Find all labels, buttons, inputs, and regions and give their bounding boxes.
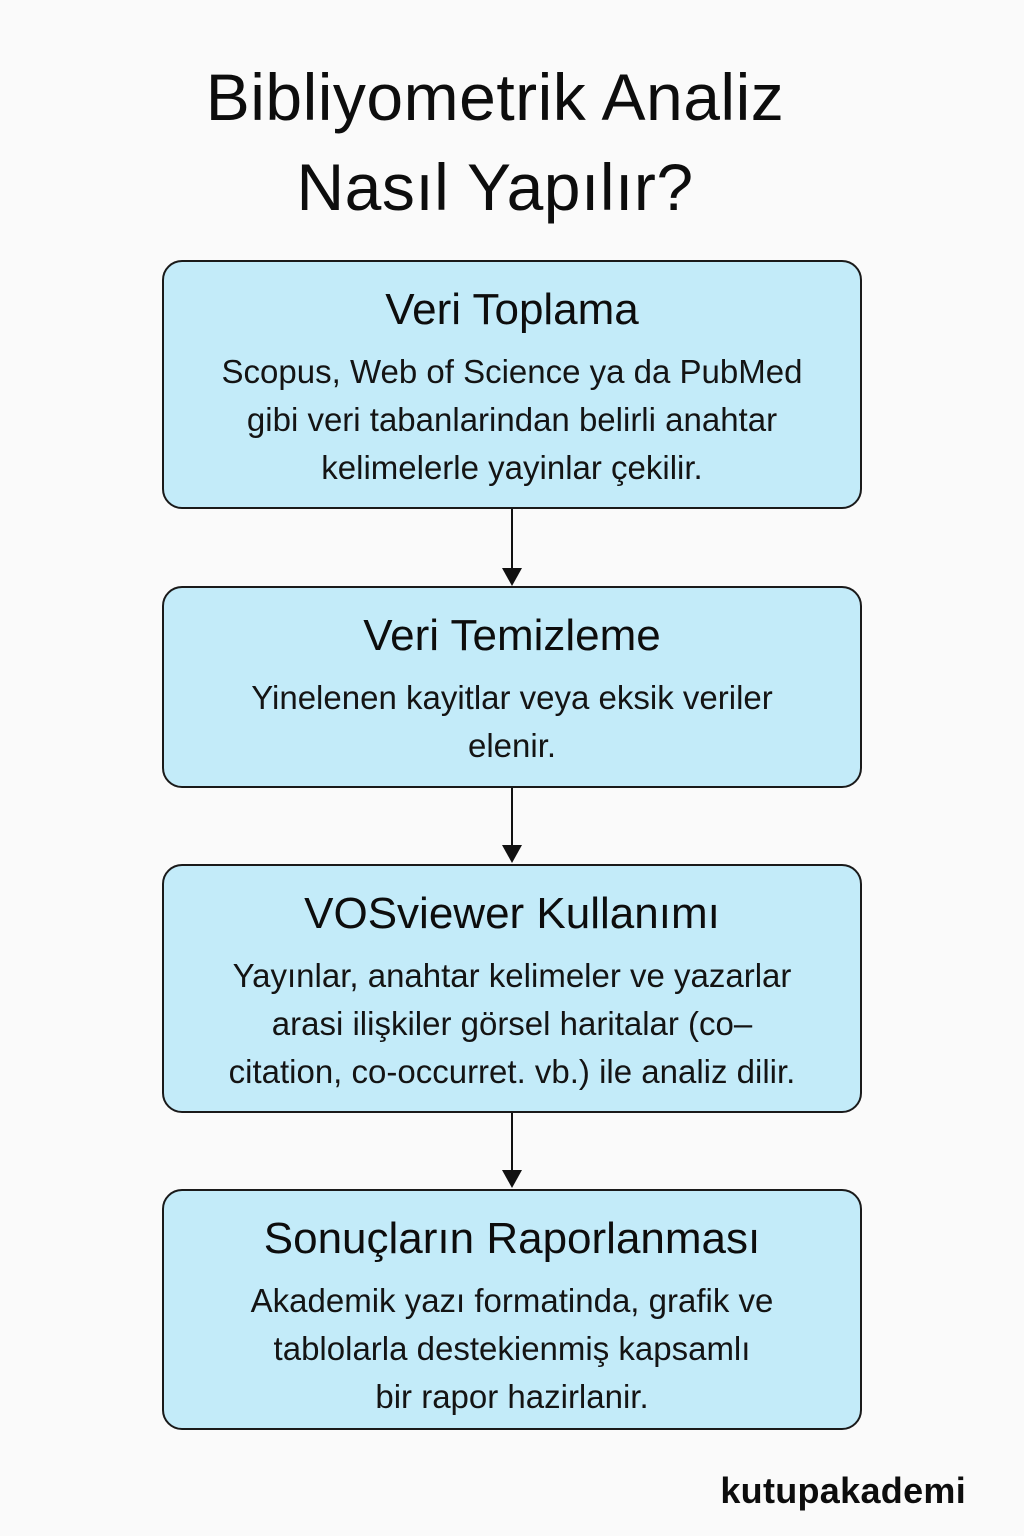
- desc-line: Yayınlar, anahtar kelimeler ve yazarlar: [232, 957, 792, 994]
- desc-line: arasi ilişkiler görsel haritalar (co–: [271, 1005, 753, 1042]
- connector-line: [511, 788, 513, 846]
- step-description: [164, 952, 860, 1096]
- brand-logo-text: kutupakademi: [720, 1470, 966, 1511]
- step-title: Veri Toplama: [385, 285, 639, 334]
- desc-line: Scopus, Web of Science ya da PubMed: [221, 353, 803, 390]
- step-description: [164, 674, 860, 770]
- step-title: Veri Temizleme: [363, 611, 661, 660]
- desc-line: tablolarla destekienmiş kapsamlı: [273, 1330, 751, 1367]
- step-box-vosviewer-kullanimi: [162, 864, 862, 1113]
- step-title: Sonuçların Raporlanması: [263, 1214, 761, 1263]
- desc-line: bir rapor hazirlanir.: [375, 1378, 649, 1415]
- title-line-2: Nasıl Yapılır?: [296, 150, 694, 224]
- step-box-veri-temizleme: [162, 586, 862, 788]
- arrow-down-icon: [502, 1170, 522, 1188]
- step-box-veri-toplama: [162, 260, 862, 509]
- desc-line: Yinelenen kayitlar veya eksik veriler: [251, 679, 773, 716]
- desc-line: elenir.: [467, 727, 557, 764]
- desc-line: kelimelerle yayinlar çekilir.: [321, 449, 703, 486]
- step-description: [164, 1277, 860, 1421]
- step-description: [164, 348, 860, 492]
- arrow-down-icon: [502, 845, 522, 863]
- step-box-sonuclarin-raporlanmasi: [162, 1189, 862, 1430]
- desc-line: gibi veri tabanlarindan belirli anahtar: [246, 401, 778, 438]
- desc-line: Akademik yazı formatinda, grafik ve: [250, 1282, 774, 1319]
- arrow-down-icon: [502, 568, 522, 586]
- page-title: [0, 52, 990, 232]
- desc-line: citation, co-occurret. vb.) ile analiz dilir.: [228, 1053, 796, 1090]
- step-title: VOSviewer Kullanımı: [304, 889, 720, 938]
- title-line-1: Bibliyometrik Analiz: [205, 60, 785, 134]
- connector-line: [511, 1113, 513, 1171]
- connector-line: [511, 509, 513, 569]
